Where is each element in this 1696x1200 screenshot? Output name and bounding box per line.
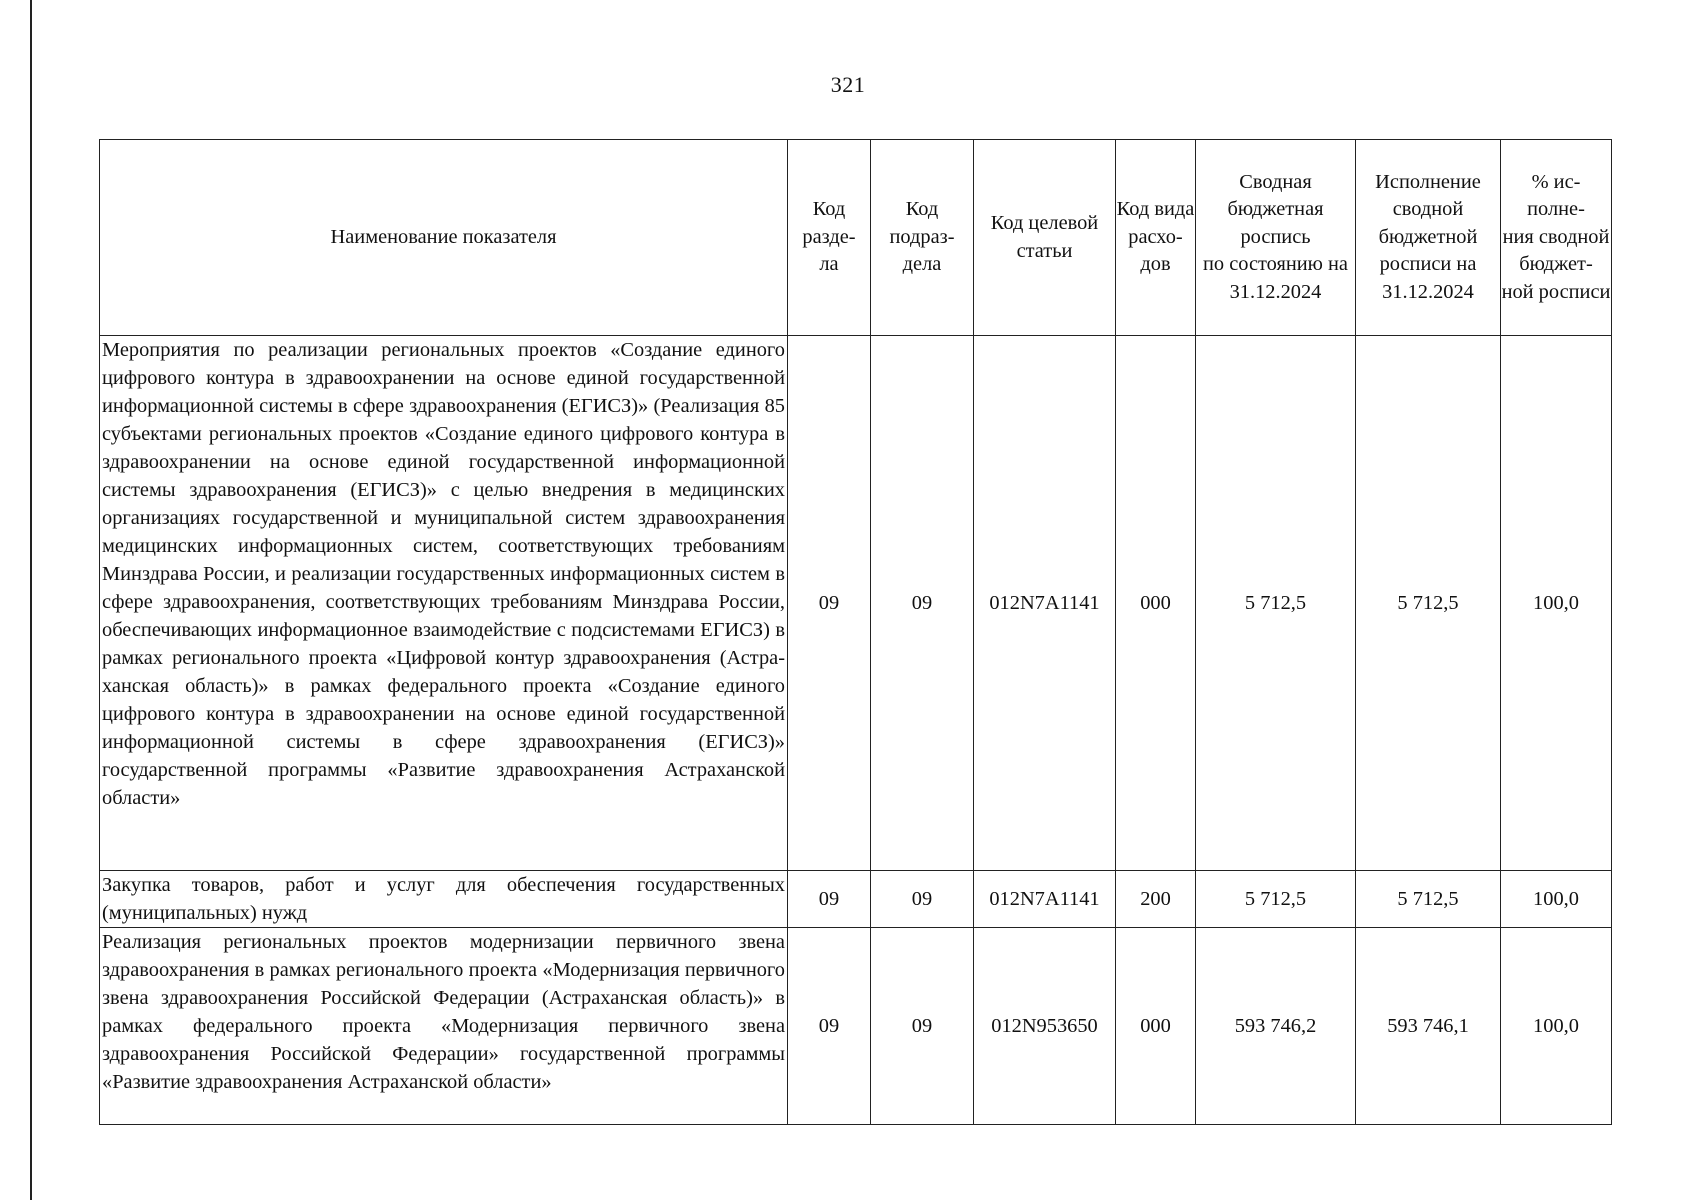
table-row: [100, 871, 1612, 928]
row-subsection-cell: 09: [871, 336, 974, 871]
row-execution-cell: 5 712,5: [1356, 871, 1501, 928]
row-execution-cell: 5 712,5: [1356, 336, 1501, 871]
row-target-cell: 012N953650: [974, 928, 1116, 1125]
table-row: [100, 928, 1612, 1125]
row-section-cell: 09: [788, 336, 871, 871]
column-header-expense-type: [1116, 140, 1196, 336]
row-section-cell: 09: [788, 928, 871, 1125]
row-expense-type-cell: 000: [1116, 928, 1196, 1125]
column-header-section-text: Код разде- ла: [802, 198, 856, 276]
column-header-budget-text: Сводная бюджетная роспись по состоянию на 31.12.2024: [1203, 170, 1348, 303]
column-header-subsection: [871, 140, 974, 336]
row-subsection-cell: 09: [871, 928, 974, 1125]
table-header-row: [100, 140, 1612, 336]
column-header-expense-type-text: Код вида расхо- дов: [1116, 198, 1195, 276]
row-target-cell: 012N7A1141: [974, 336, 1116, 871]
column-header-percent: [1501, 140, 1612, 336]
budget-execution-table: [99, 139, 1612, 1125]
row-percent-cell: 100,0: [1501, 336, 1612, 871]
row-budget-cell: 593 746,2: [1196, 928, 1356, 1125]
row-target-cell: 012N7A1141: [974, 871, 1116, 928]
row-percent-cell: 100,0: [1501, 928, 1612, 1125]
column-header-budget: [1196, 140, 1356, 336]
row-budget-cell: 5 712,5: [1196, 336, 1356, 871]
row-budget-cell: 5 712,5: [1196, 871, 1356, 928]
table-row: [100, 336, 1612, 871]
column-header-percent-text: % ис- полне- ния сводной бюджет- ной росписи: [1501, 170, 1611, 303]
row-expense-type-cell: 000: [1116, 336, 1196, 871]
column-header-name: Наименование показателя: [100, 140, 788, 336]
row-name-cell: Мероприятия по реализации региональных проектов «Создание единого цифрового контура в здравоохранении на основе единой государственной информационной системы в сфере здравоохранения (ЕГИСЗ)» (Реализация 85 субъектами региональных проектов «Создание единого цифрового контура в здравоохранении на основе единой государственной информационной системы здравоохранения (ЕГИСЗ)» с целью внедрения в медицинских организациях государственной и муниципальной систем здравоохранения медицинских информационных систем, соответствующих требованиям Минздрава России, и реализации государственных информационных систем в сфере здравоохранения, соответствующих требованиям Минздрава России, обеспечивающих информационное взаимодействие с подсистемами ЕГИСЗ) в рамках регионального проекта «Цифровой контур здравоохранения (Астраханская область)» в рамках федерального проекта «Создание единого цифрового контура в здравоохранении на основе единой государственной информационной системы в сфере здравоохранения (ЕГИСЗ)» государственной программы «Развитие здравоохранения Астраханской области»: [100, 336, 788, 871]
row-expense-type-cell: 200: [1116, 871, 1196, 928]
row-name-cell: Реализация региональных проектов модернизации первичного звена здравоохранения в рамках регионального проекта «Модернизация первичного звена здравоохранения Российской Федерации (Астраханская область)» в рамках федерального проекта «Модернизация первичного звена здравоохранения Российской Федерации» государственной программы «Развитие здравоохранения Астраханской области»: [100, 928, 788, 1125]
row-subsection-cell: 09: [871, 871, 974, 928]
row-name-cell: Закупка товаров, работ и услуг для обеспечения государственных (муниципальных) нужд: [100, 871, 788, 928]
row-percent-cell: 100,0: [1501, 871, 1612, 928]
column-header-execution: Исполнение сводной бюджетной росписи на 31.12.2024: [1356, 140, 1501, 336]
row-execution-cell: 593 746,1: [1356, 928, 1501, 1125]
row-section-cell: 09: [788, 871, 871, 928]
column-header-target: Код целевой статьи: [974, 140, 1116, 336]
scan-edge-line: [30, 0, 32, 1200]
column-header-subsection-text: Код подраз- дела: [889, 198, 955, 276]
column-header-section: [788, 140, 871, 336]
page-number: 321: [830, 72, 866, 97]
